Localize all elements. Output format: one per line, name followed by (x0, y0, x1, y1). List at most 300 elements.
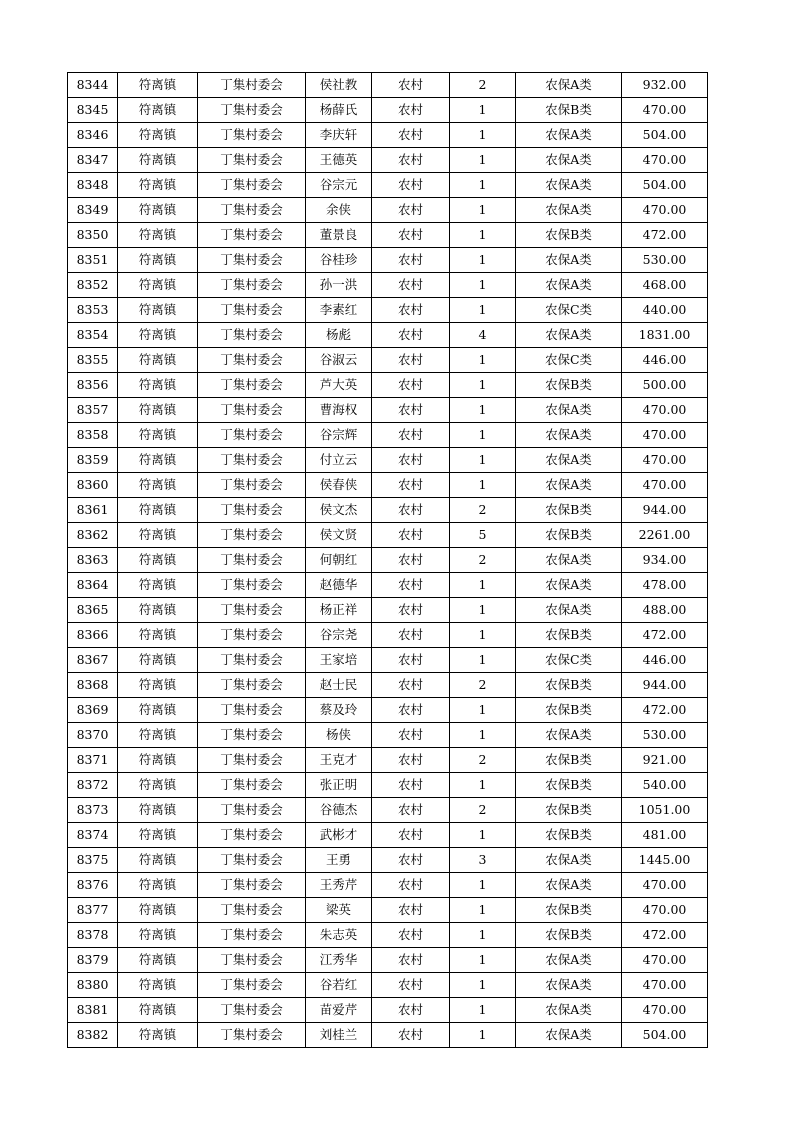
amount-cell: 921.00 (622, 748, 708, 773)
household-size-cell: 1 (450, 823, 516, 848)
person-name-cell: 李庆轩 (306, 123, 372, 148)
household-size-cell: 2 (450, 673, 516, 698)
area-type-cell: 农村 (372, 648, 450, 673)
village-committee-cell: 丁集村委会 (198, 748, 306, 773)
table-row (68, 948, 708, 973)
household-size-cell: 1 (450, 398, 516, 423)
serial-number-cell: 8374 (68, 823, 118, 848)
village-committee-cell: 丁集村委会 (198, 823, 306, 848)
person-name-cell: 王秀芹 (306, 873, 372, 898)
table-row (68, 873, 708, 898)
village-committee-cell: 丁集村委会 (198, 123, 306, 148)
serial-number-cell: 8371 (68, 748, 118, 773)
village-committee-cell: 丁集村委会 (198, 573, 306, 598)
table-row (68, 848, 708, 873)
town-cell: 符离镇 (118, 798, 198, 823)
insurance-category-cell: 农保A类 (516, 1023, 622, 1048)
table-row (68, 673, 708, 698)
village-committee-cell: 丁集村委会 (198, 673, 306, 698)
household-size-cell: 1 (450, 1023, 516, 1048)
amount-cell: 944.00 (622, 498, 708, 523)
area-type-cell: 农村 (372, 748, 450, 773)
household-size-cell: 1 (450, 998, 516, 1023)
amount-cell: 530.00 (622, 723, 708, 748)
area-type-cell: 农村 (372, 298, 450, 323)
town-cell: 符离镇 (118, 398, 198, 423)
person-name-cell: 王家培 (306, 648, 372, 673)
household-size-cell: 3 (450, 848, 516, 873)
village-committee-cell: 丁集村委会 (198, 948, 306, 973)
town-cell: 符离镇 (118, 348, 198, 373)
person-name-cell: 苗爱芹 (306, 998, 372, 1023)
amount-cell: 446.00 (622, 348, 708, 373)
serial-number-cell: 8372 (68, 773, 118, 798)
amount-cell: 470.00 (622, 973, 708, 998)
amount-cell: 504.00 (622, 173, 708, 198)
person-name-cell: 刘桂兰 (306, 1023, 372, 1048)
household-size-cell: 4 (450, 323, 516, 348)
insurance-category-cell: 农保A类 (516, 848, 622, 873)
person-name-cell: 芦大英 (306, 373, 372, 398)
insurance-category-cell: 农保B类 (516, 898, 622, 923)
village-committee-cell: 丁集村委会 (198, 223, 306, 248)
amount-cell: 481.00 (622, 823, 708, 848)
person-name-cell: 侯春侠 (306, 473, 372, 498)
amount-cell: 470.00 (622, 148, 708, 173)
area-type-cell: 农村 (372, 498, 450, 523)
insurance-category-cell: 农保B类 (516, 673, 622, 698)
village-committee-cell: 丁集村委会 (198, 398, 306, 423)
insurance-category-cell: 农保A类 (516, 198, 622, 223)
table-row (68, 723, 708, 748)
table-row (68, 748, 708, 773)
roster-body (68, 73, 708, 1048)
village-committee-cell: 丁集村委会 (198, 798, 306, 823)
insurance-category-cell: 农保A类 (516, 723, 622, 748)
town-cell: 符离镇 (118, 973, 198, 998)
area-type-cell: 农村 (372, 548, 450, 573)
table-row (68, 523, 708, 548)
table-row (68, 448, 708, 473)
insurance-category-cell: 农保A类 (516, 398, 622, 423)
insurance-category-cell: 农保B类 (516, 823, 622, 848)
insurance-category-cell: 农保A类 (516, 448, 622, 473)
area-type-cell: 农村 (372, 773, 450, 798)
town-cell: 符离镇 (118, 123, 198, 148)
insurance-category-cell: 农保A类 (516, 473, 622, 498)
table-row (68, 73, 708, 98)
person-name-cell: 梁英 (306, 898, 372, 923)
town-cell: 符离镇 (118, 823, 198, 848)
amount-cell: 470.00 (622, 898, 708, 923)
insurance-category-cell: 农保A类 (516, 598, 622, 623)
town-cell: 符离镇 (118, 923, 198, 948)
insurance-category-cell: 农保A类 (516, 873, 622, 898)
area-type-cell: 农村 (372, 223, 450, 248)
household-size-cell: 1 (450, 923, 516, 948)
serial-number-cell: 8381 (68, 998, 118, 1023)
household-size-cell: 1 (450, 973, 516, 998)
person-name-cell: 孙一洪 (306, 273, 372, 298)
insurance-category-cell: 农保B类 (516, 698, 622, 723)
area-type-cell: 农村 (372, 98, 450, 123)
amount-cell: 1831.00 (622, 323, 708, 348)
person-name-cell: 谷桂珍 (306, 248, 372, 273)
serial-number-cell: 8345 (68, 98, 118, 123)
insurance-category-cell: 农保A类 (516, 573, 622, 598)
insurance-category-cell: 农保C类 (516, 348, 622, 373)
town-cell: 符离镇 (118, 873, 198, 898)
town-cell: 符离镇 (118, 273, 198, 298)
table-row (68, 498, 708, 523)
household-size-cell: 1 (450, 348, 516, 373)
table-row (68, 548, 708, 573)
person-name-cell: 朱志英 (306, 923, 372, 948)
insurance-category-cell: 农保B类 (516, 98, 622, 123)
area-type-cell: 农村 (372, 698, 450, 723)
insurance-category-cell: 农保A类 (516, 973, 622, 998)
person-name-cell: 杨薛氏 (306, 98, 372, 123)
amount-cell: 478.00 (622, 573, 708, 598)
amount-cell: 504.00 (622, 1023, 708, 1048)
table-row (68, 273, 708, 298)
serial-number-cell: 8357 (68, 398, 118, 423)
household-size-cell: 2 (450, 73, 516, 98)
area-type-cell: 农村 (372, 1023, 450, 1048)
table-row (68, 698, 708, 723)
amount-cell: 934.00 (622, 548, 708, 573)
town-cell: 符离镇 (118, 598, 198, 623)
table-row (68, 898, 708, 923)
village-committee-cell: 丁集村委会 (198, 698, 306, 723)
area-type-cell: 农村 (372, 798, 450, 823)
area-type-cell: 农村 (372, 473, 450, 498)
table-row (68, 973, 708, 998)
serial-number-cell: 8368 (68, 673, 118, 698)
table-row (68, 123, 708, 148)
person-name-cell: 谷宗尧 (306, 623, 372, 648)
person-name-cell: 余侠 (306, 198, 372, 223)
amount-cell: 1445.00 (622, 848, 708, 873)
household-size-cell: 1 (450, 448, 516, 473)
household-size-cell: 1 (450, 648, 516, 673)
person-name-cell: 杨彪 (306, 323, 372, 348)
person-name-cell: 谷德杰 (306, 798, 372, 823)
insurance-category-cell: 农保B类 (516, 498, 622, 523)
town-cell: 符离镇 (118, 898, 198, 923)
amount-cell: 470.00 (622, 98, 708, 123)
serial-number-cell: 8356 (68, 373, 118, 398)
area-type-cell: 农村 (372, 123, 450, 148)
village-committee-cell: 丁集村委会 (198, 923, 306, 948)
town-cell: 符离镇 (118, 473, 198, 498)
serial-number-cell: 8362 (68, 523, 118, 548)
person-name-cell: 谷若红 (306, 973, 372, 998)
table-row (68, 198, 708, 223)
amount-cell: 472.00 (622, 623, 708, 648)
village-committee-cell: 丁集村委会 (198, 73, 306, 98)
area-type-cell: 农村 (372, 998, 450, 1023)
area-type-cell: 农村 (372, 823, 450, 848)
insurance-category-cell: 农保A类 (516, 123, 622, 148)
amount-cell: 468.00 (622, 273, 708, 298)
area-type-cell: 农村 (372, 973, 450, 998)
serial-number-cell: 8369 (68, 698, 118, 723)
person-name-cell: 赵德华 (306, 573, 372, 598)
area-type-cell: 农村 (372, 323, 450, 348)
village-committee-cell: 丁集村委会 (198, 148, 306, 173)
person-name-cell: 何朝红 (306, 548, 372, 573)
village-committee-cell: 丁集村委会 (198, 848, 306, 873)
roster-table (67, 72, 708, 1048)
household-size-cell: 1 (450, 873, 516, 898)
area-type-cell: 农村 (372, 273, 450, 298)
area-type-cell: 农村 (372, 198, 450, 223)
person-name-cell: 谷宗辉 (306, 423, 372, 448)
amount-cell: 470.00 (622, 398, 708, 423)
table-row (68, 1023, 708, 1048)
area-type-cell: 农村 (372, 398, 450, 423)
household-size-cell: 1 (450, 148, 516, 173)
serial-number-cell: 8350 (68, 223, 118, 248)
area-type-cell: 农村 (372, 723, 450, 748)
town-cell: 符离镇 (118, 848, 198, 873)
area-type-cell: 农村 (372, 73, 450, 98)
person-name-cell: 武彬才 (306, 823, 372, 848)
town-cell: 符离镇 (118, 448, 198, 473)
person-name-cell: 曹海权 (306, 398, 372, 423)
area-type-cell: 农村 (372, 523, 450, 548)
amount-cell: 500.00 (622, 373, 708, 398)
insurance-category-cell: 农保B类 (516, 373, 622, 398)
town-cell: 符离镇 (118, 1023, 198, 1048)
serial-number-cell: 8351 (68, 248, 118, 273)
insurance-category-cell: 农保A类 (516, 248, 622, 273)
area-type-cell: 农村 (372, 923, 450, 948)
amount-cell: 440.00 (622, 298, 708, 323)
town-cell: 符离镇 (118, 98, 198, 123)
table-row (68, 298, 708, 323)
serial-number-cell: 8373 (68, 798, 118, 823)
village-committee-cell: 丁集村委会 (198, 1023, 306, 1048)
household-size-cell: 1 (450, 373, 516, 398)
insurance-category-cell: 农保A类 (516, 998, 622, 1023)
table-row (68, 398, 708, 423)
serial-number-cell: 8361 (68, 498, 118, 523)
town-cell: 符离镇 (118, 698, 198, 723)
village-committee-cell: 丁集村委会 (198, 323, 306, 348)
amount-cell: 540.00 (622, 773, 708, 798)
household-size-cell: 1 (450, 173, 516, 198)
area-type-cell: 农村 (372, 148, 450, 173)
village-committee-cell: 丁集村委会 (198, 973, 306, 998)
town-cell: 符离镇 (118, 73, 198, 98)
serial-number-cell: 8378 (68, 923, 118, 948)
town-cell: 符离镇 (118, 423, 198, 448)
insurance-category-cell: 农保A类 (516, 273, 622, 298)
amount-cell: 470.00 (622, 473, 708, 498)
household-size-cell: 1 (450, 623, 516, 648)
town-cell: 符离镇 (118, 298, 198, 323)
serial-number-cell: 8353 (68, 298, 118, 323)
area-type-cell: 农村 (372, 898, 450, 923)
village-committee-cell: 丁集村委会 (198, 648, 306, 673)
village-committee-cell: 丁集村委会 (198, 448, 306, 473)
insurance-category-cell: 农保B类 (516, 773, 622, 798)
amount-cell: 470.00 (622, 448, 708, 473)
area-type-cell: 农村 (372, 948, 450, 973)
area-type-cell: 农村 (372, 848, 450, 873)
insurance-category-cell: 农保A类 (516, 173, 622, 198)
serial-number-cell: 8354 (68, 323, 118, 348)
town-cell: 符离镇 (118, 648, 198, 673)
village-committee-cell: 丁集村委会 (198, 548, 306, 573)
amount-cell: 470.00 (622, 423, 708, 448)
insurance-category-cell: 农保A类 (516, 323, 622, 348)
village-committee-cell: 丁集村委会 (198, 473, 306, 498)
village-committee-cell: 丁集村委会 (198, 523, 306, 548)
amount-cell: 472.00 (622, 698, 708, 723)
amount-cell: 944.00 (622, 673, 708, 698)
insurance-category-cell: 农保A类 (516, 423, 622, 448)
person-name-cell: 赵士民 (306, 673, 372, 698)
person-name-cell: 侯文贤 (306, 523, 372, 548)
area-type-cell: 农村 (372, 348, 450, 373)
village-committee-cell: 丁集村委会 (198, 998, 306, 1023)
village-committee-cell: 丁集村委会 (198, 873, 306, 898)
table-row (68, 773, 708, 798)
insurance-category-cell: 农保B类 (516, 223, 622, 248)
household-size-cell: 1 (450, 248, 516, 273)
insurance-category-cell: 农保A类 (516, 148, 622, 173)
household-size-cell: 1 (450, 598, 516, 623)
person-name-cell: 谷淑云 (306, 348, 372, 373)
household-size-cell: 1 (450, 723, 516, 748)
village-committee-cell: 丁集村委会 (198, 173, 306, 198)
person-name-cell: 王德英 (306, 148, 372, 173)
table-row (68, 998, 708, 1023)
insurance-category-cell: 农保C类 (516, 648, 622, 673)
town-cell: 符离镇 (118, 748, 198, 773)
person-name-cell: 江秀华 (306, 948, 372, 973)
household-size-cell: 1 (450, 898, 516, 923)
village-committee-cell: 丁集村委会 (198, 198, 306, 223)
household-size-cell: 1 (450, 473, 516, 498)
serial-number-cell: 8370 (68, 723, 118, 748)
household-size-cell: 2 (450, 748, 516, 773)
household-size-cell: 1 (450, 198, 516, 223)
town-cell: 符离镇 (118, 998, 198, 1023)
table-row (68, 223, 708, 248)
town-cell: 符离镇 (118, 498, 198, 523)
household-size-cell: 5 (450, 523, 516, 548)
serial-number-cell: 8375 (68, 848, 118, 873)
village-committee-cell: 丁集村委会 (198, 598, 306, 623)
town-cell: 符离镇 (118, 548, 198, 573)
amount-cell: 488.00 (622, 598, 708, 623)
table-row (68, 173, 708, 198)
table-row (68, 798, 708, 823)
serial-number-cell: 8382 (68, 1023, 118, 1048)
table-row (68, 323, 708, 348)
serial-number-cell: 8358 (68, 423, 118, 448)
area-type-cell: 农村 (372, 623, 450, 648)
insurance-category-cell: 农保A类 (516, 548, 622, 573)
amount-cell: 2261.00 (622, 523, 708, 548)
table-row (68, 923, 708, 948)
village-committee-cell: 丁集村委会 (198, 348, 306, 373)
household-size-cell: 2 (450, 498, 516, 523)
household-size-cell: 1 (450, 773, 516, 798)
town-cell: 符离镇 (118, 773, 198, 798)
serial-number-cell: 8376 (68, 873, 118, 898)
insurance-category-cell: 农保C类 (516, 298, 622, 323)
serial-number-cell: 8366 (68, 623, 118, 648)
serial-number-cell: 8367 (68, 648, 118, 673)
area-type-cell: 农村 (372, 673, 450, 698)
amount-cell: 472.00 (622, 923, 708, 948)
insurance-category-cell: 农保A类 (516, 948, 622, 973)
village-committee-cell: 丁集村委会 (198, 248, 306, 273)
village-committee-cell: 丁集村委会 (198, 898, 306, 923)
table-row (68, 598, 708, 623)
town-cell: 符离镇 (118, 248, 198, 273)
serial-number-cell: 8355 (68, 348, 118, 373)
table-row (68, 348, 708, 373)
town-cell: 符离镇 (118, 198, 198, 223)
area-type-cell: 农村 (372, 873, 450, 898)
person-name-cell: 李素红 (306, 298, 372, 323)
town-cell: 符离镇 (118, 148, 198, 173)
person-name-cell: 杨侠 (306, 723, 372, 748)
amount-cell: 470.00 (622, 948, 708, 973)
village-committee-cell: 丁集村委会 (198, 98, 306, 123)
insurance-category-cell: 农保B类 (516, 798, 622, 823)
village-committee-cell: 丁集村委会 (198, 498, 306, 523)
amount-cell: 470.00 (622, 998, 708, 1023)
village-committee-cell: 丁集村委会 (198, 723, 306, 748)
person-name-cell: 董景良 (306, 223, 372, 248)
person-name-cell: 王勇 (306, 848, 372, 873)
insurance-category-cell: 农保B类 (516, 748, 622, 773)
household-size-cell: 1 (450, 698, 516, 723)
town-cell: 符离镇 (118, 223, 198, 248)
person-name-cell: 侯社教 (306, 73, 372, 98)
household-size-cell: 1 (450, 273, 516, 298)
town-cell: 符离镇 (118, 523, 198, 548)
serial-number-cell: 8379 (68, 948, 118, 973)
serial-number-cell: 8359 (68, 448, 118, 473)
table-row (68, 623, 708, 648)
amount-cell: 932.00 (622, 73, 708, 98)
amount-cell: 446.00 (622, 648, 708, 673)
table-row (68, 573, 708, 598)
person-name-cell: 王克才 (306, 748, 372, 773)
village-committee-cell: 丁集村委会 (198, 773, 306, 798)
household-size-cell: 1 (450, 298, 516, 323)
table-row (68, 248, 708, 273)
table-row (68, 148, 708, 173)
serial-number-cell: 8347 (68, 148, 118, 173)
household-size-cell: 1 (450, 223, 516, 248)
town-cell: 符离镇 (118, 723, 198, 748)
table-row (68, 373, 708, 398)
area-type-cell: 农村 (372, 373, 450, 398)
town-cell: 符离镇 (118, 573, 198, 598)
serial-number-cell: 8365 (68, 598, 118, 623)
insurance-category-cell: 农保A类 (516, 73, 622, 98)
serial-number-cell: 8363 (68, 548, 118, 573)
